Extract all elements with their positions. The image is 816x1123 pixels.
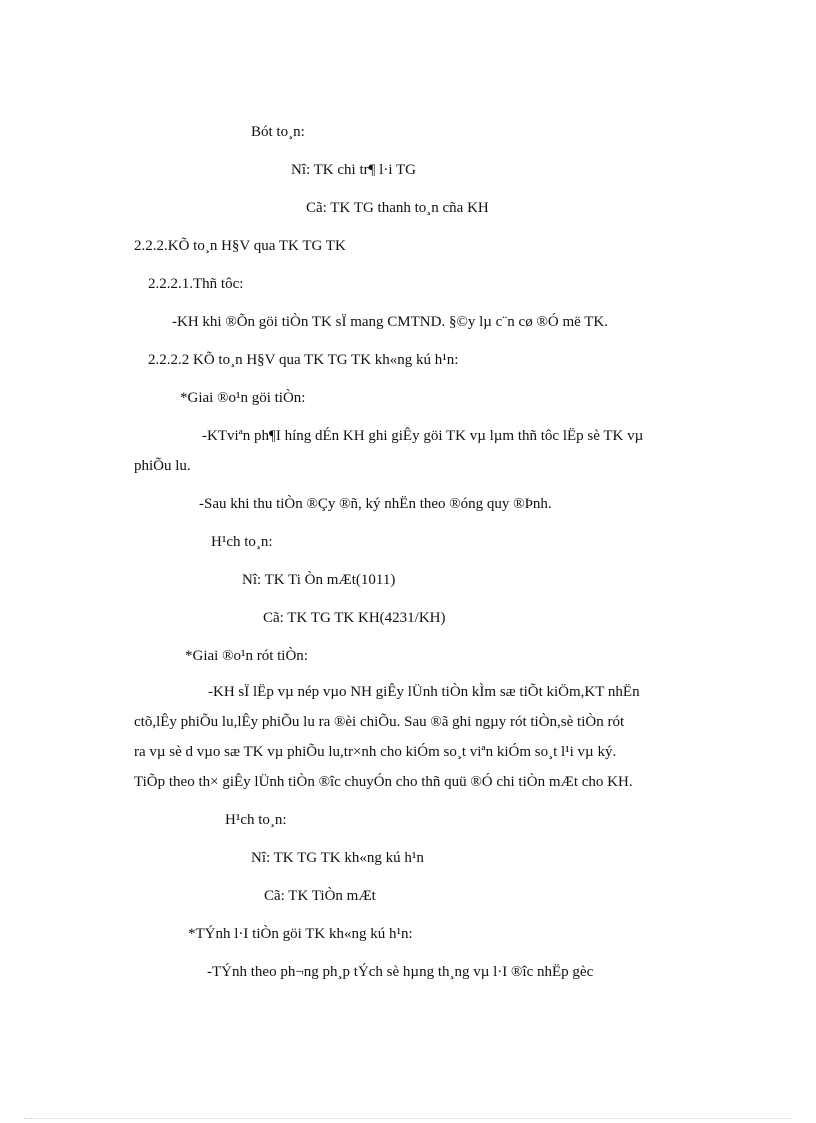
debit-line: Nî: TK Ti Òn mÆt(1011) [242, 572, 396, 588]
subsection-heading: 2.2.2.2 KÕ to¸n H§V qua TK TG TK kh«ng kú h¹n: [148, 352, 459, 368]
paragraph [134, 677, 740, 797]
entry-heading: Bót to¸n: [251, 124, 305, 140]
page-bottom-border [24, 1118, 792, 1119]
entry-heading: H¹ch to¸n: [225, 812, 287, 828]
credit-line: Cã: TK TiÒn mÆt [264, 888, 376, 904]
credit-line: Cã: TK TG thanh to¸n cña KH [306, 200, 489, 216]
section-heading: 2.2.2.KÕ to¸n H§V qua TK TG TK [134, 238, 346, 254]
paragraph-line: -Sau khi thu tiÒn ®Çy ®ñ, ký nhËn theo ®óng quy ®Þnh. [199, 496, 552, 512]
subsection-heading: 2.2.2.1.Thñ tôc: [148, 276, 244, 292]
phase-heading: *Giai ®o¹n rót tiÒn: [185, 648, 308, 664]
paragraph-text: ra vµ sè d vµo sæ TK vµ phiÕu lu,tr×nh cho kiÓm so¸t viªn kiÓm so¸t l¹i vµ ký. [134, 744, 617, 760]
paragraph [134, 421, 740, 481]
debit-line: Nî: TK chi tr¶ l·i TG [291, 162, 416, 178]
paragraph-line: -TÝnh theo ph¬ng ph¸p tÝch sè hµng th¸ng vµ l·I ®îc nhËp gèc [207, 964, 594, 980]
entry-heading: H¹ch to¸n: [211, 534, 273, 550]
paragraph-text: -KH sÏ lËp vµ nép vµo NH giÊy lÜnh tiÒn kÌm sæ tiÕt kiÖm,KT nhËn [208, 684, 640, 700]
debit-line: Nî: TK TG TK kh«ng kú h¹n [251, 850, 424, 866]
paragraph-text: -KTviªn ph¶I híng dÉn KH ghi giÊy göi TK vµ lµm thñ tôc lËp sè TK vµ [202, 428, 644, 444]
phase-heading: *Giai ®o¹n göi tiÒn: [180, 390, 306, 406]
phase-heading: *TÝnh l·I tiÒn göi TK kh«ng kú h¹n: [188, 926, 413, 942]
paragraph-text: TiÕp theo th× giÊy lÜnh tiÒn ®îc chuyÓn cho thñ quü ®Ó chi tiÒn mÆt cho KH. [134, 774, 633, 790]
paragraph-text: phiÕu lu. [134, 458, 191, 474]
paragraph-text: ctõ,lÊy phiÕu lu,lÊy phiÕu lu ra ®èi chiÕu. Sau ®ã ghi ngµy rót tiÒn,sè tiÒn rót [134, 714, 625, 730]
paragraph-line: -KH khi ®Õn göi tiÒn TK sÏ mang CMTND. §©y lµ c¨n cø ®Ó më TK. [172, 314, 608, 330]
credit-line: Cã: TK TG TK KH(4231/KH) [263, 610, 446, 626]
